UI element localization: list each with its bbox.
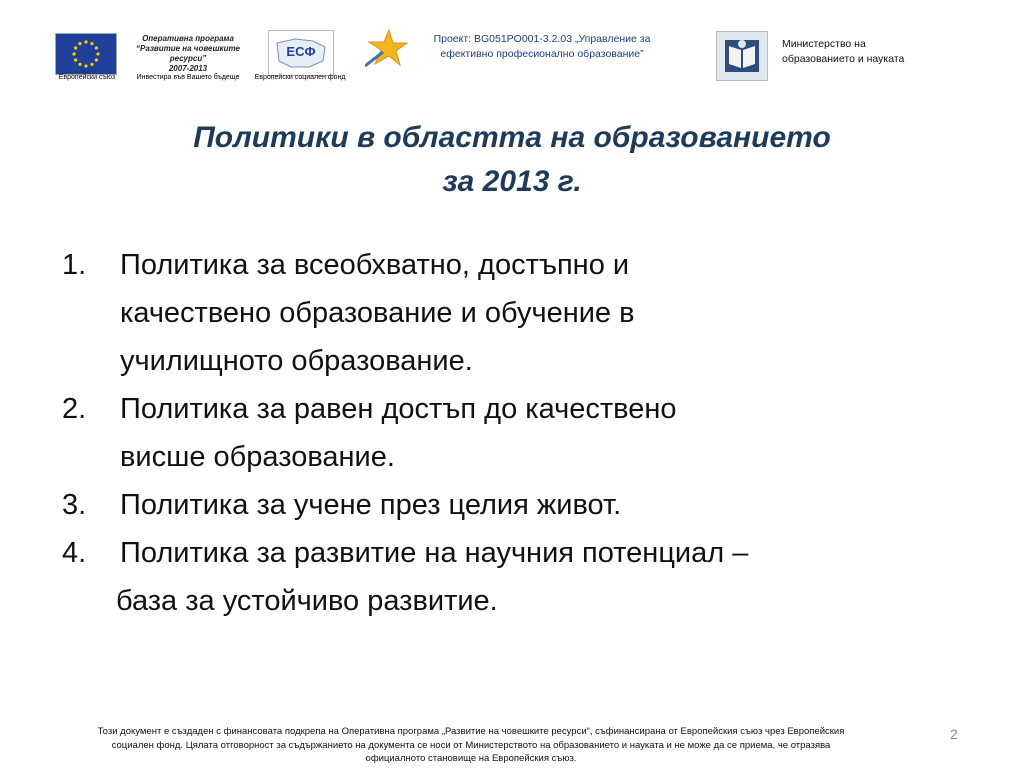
ministry-line2: образованието и науката <box>782 53 905 65</box>
list-item-line: висше образование. <box>120 441 395 473</box>
ministry-line1: Министерство на <box>782 38 866 50</box>
list-item-line: Политика за учене през целия живот. <box>120 489 622 521</box>
footer-line1: Този документ е създаден с финансовата подкрепа на Оперативна програма „Развитие на човешките ресурси“, съфинансирана от Европейския съюз чрез Европейския <box>97 726 845 737</box>
eu-flag-logo <box>55 33 117 75</box>
op-title-line3: 2007-2013 <box>168 64 208 73</box>
list-item-line: Политика за всеобхватно, достъпно и <box>120 249 630 281</box>
project-line1: Проект: BG051PO001-3.2.03 „Управление за <box>433 33 651 45</box>
list-item-line: качествено образование и обучение в <box>120 297 635 329</box>
esf-logo <box>268 30 334 76</box>
list-item-number: 3. <box>62 489 87 521</box>
footer-disclaimer <box>12 725 930 766</box>
page-number: 2 <box>950 726 958 742</box>
eu-caption: Европейски съюз <box>58 74 116 81</box>
list-item-number: 2. <box>62 393 87 425</box>
slide-title-line1: Политики в областта на образованието <box>193 121 831 154</box>
ministry-logo <box>716 31 768 81</box>
list-item-number: 1. <box>62 249 87 281</box>
slide-title-line2: за 2013 г. <box>442 165 582 198</box>
list-item <box>62 529 942 625</box>
esf-caption: Европейски социален фонд <box>254 74 346 81</box>
esf-map-icon <box>269 31 333 75</box>
list-item-line: училищното образование. <box>120 345 473 377</box>
list-item-line: Политика за развитие на научния потенциал – <box>120 537 749 569</box>
footer-line3: официалното становище на Европейския съюз. <box>365 753 577 764</box>
list-item <box>62 241 942 385</box>
list-item-number: 4. <box>62 537 87 569</box>
list-item-line: база за устойчиво развитие. <box>116 585 498 617</box>
ministry-name <box>782 37 952 67</box>
star-icon <box>365 28 409 68</box>
book-icon <box>717 32 767 80</box>
list-item-line: Политика за равен достъп до качествено <box>120 393 677 425</box>
esf-logo-text: ЕСФ <box>286 44 316 59</box>
slide-title <box>90 116 934 204</box>
footer-line2: социален фонд. Цялата отговорност за съдържанието на документа се носи от Министерството на образованието и науката и не може да се приема, че отразява <box>111 739 831 751</box>
policy-list <box>62 241 942 625</box>
op-title-line2: “Развитие на човешките ресурси” <box>136 44 240 63</box>
op-program-logo <box>118 34 258 74</box>
list-item <box>62 481 942 529</box>
project-title <box>412 32 672 62</box>
eu-stars-icon <box>56 34 116 74</box>
op-caption: Инвестира във Вашето бъдеще <box>136 74 240 81</box>
list-item <box>62 385 942 481</box>
project-line2: ефективно професионално образование” <box>440 48 644 60</box>
op-title-line1: Оперативна програма <box>142 34 234 43</box>
